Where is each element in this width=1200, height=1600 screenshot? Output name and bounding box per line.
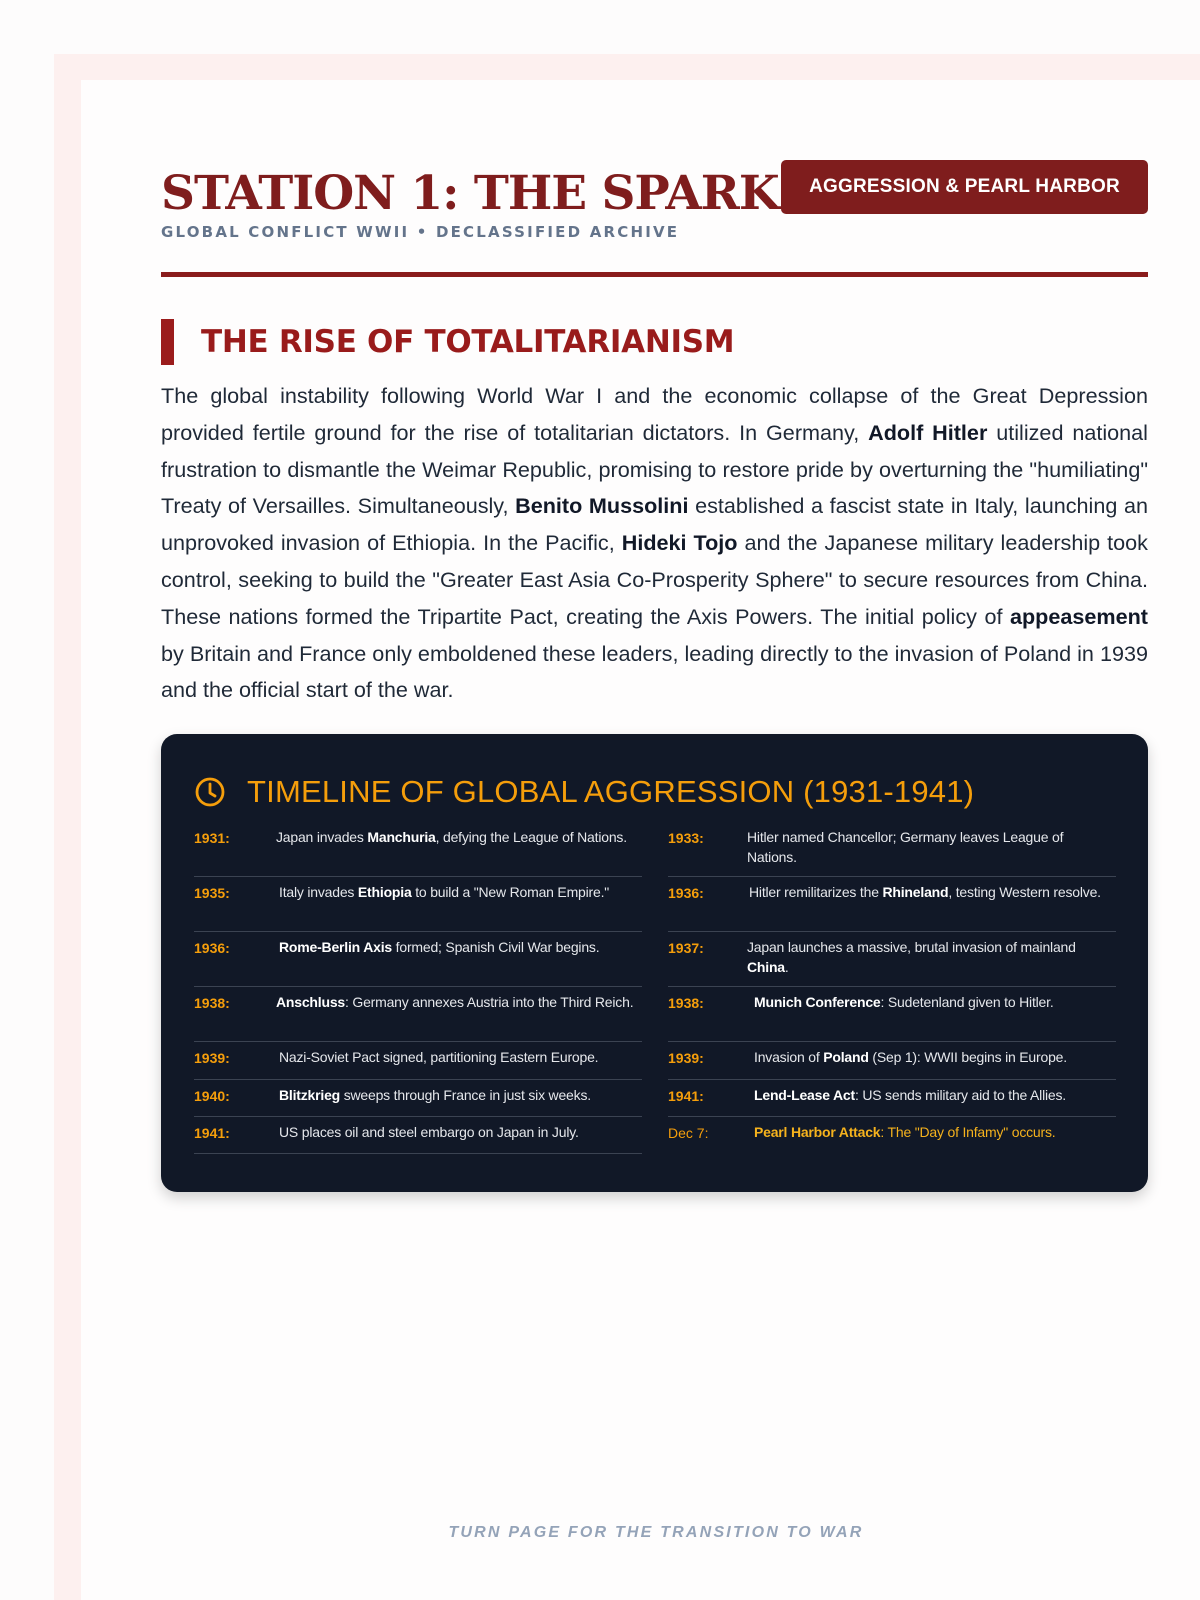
timeline-title: TIMELINE OF GLOBAL AGGRESSION (1931-1941) <box>247 774 975 809</box>
event-key-term: Rome-Berlin Axis <box>279 939 392 955</box>
paragraph-text: The global instability following World War I and the economic collapse of the Great Depression provided fertile ground for the rise of totalitarian dictators. In Germany, <box>161 383 1148 445</box>
timeline-year: 1939: <box>668 1050 704 1066</box>
event-text: sweeps through France in just six weeks. <box>340 1087 591 1103</box>
section-paragraph <box>161 378 1148 709</box>
event-text: US places oil and steel embargo on Japan in July. <box>279 1124 579 1140</box>
timeline-column-right <box>668 830 1116 1154</box>
timeline-event <box>749 883 1116 903</box>
timeline-entry <box>194 1117 642 1154</box>
key-term: appeasement <box>1009 603 1148 629</box>
event-text: Hitler remilitarizes the <box>749 884 883 900</box>
timeline-card <box>161 734 1148 1192</box>
key-term: Hideki Tojo <box>621 530 738 556</box>
event-text: Italy invades <box>279 884 358 900</box>
page-title: STATION 1: THE SPARK <box>161 166 779 221</box>
timeline-year: 1937: <box>668 940 704 956</box>
timeline-event <box>279 938 642 958</box>
timeline-header <box>194 774 974 810</box>
timeline-entry <box>194 987 642 1042</box>
timeline-event <box>747 828 1116 867</box>
event-text: : US sends military aid to the Allies. <box>854 1087 1066 1103</box>
timeline-entry <box>194 1080 642 1117</box>
timeline-event <box>754 993 1116 1013</box>
event-key-term: Anschluss <box>276 994 345 1010</box>
topic-badge: AGGRESSION & PEARL HARBOR <box>781 160 1148 214</box>
event-key-term: Lend-Lease Act <box>754 1087 855 1103</box>
timeline-year: 1939: <box>194 1050 230 1066</box>
page-footer: TURN PAGE FOR THE TRANSITION TO WAR <box>448 1524 864 1541</box>
key-term: Benito Mussolini <box>515 493 689 519</box>
key-term: Adolf Hitler <box>868 419 988 445</box>
timeline-entry <box>668 830 1116 877</box>
timeline-column-left <box>194 830 642 1154</box>
event-key-term: Pearl Harbor Attack <box>754 1124 881 1140</box>
timeline-year: Dec 7: <box>668 1125 709 1141</box>
timeline-event <box>276 828 642 848</box>
timeline-entry <box>194 1042 642 1080</box>
event-text: : Sudetenland given to Hitler. <box>880 994 1054 1010</box>
timeline-entry <box>668 1080 1116 1117</box>
event-text: : Germany annexes Austria into the Third Reich. <box>345 994 634 1010</box>
event-key-term: Rhineland <box>882 884 949 900</box>
event-text: , testing Western resolve. <box>948 884 1101 900</box>
event-text: Nazi-Soviet Pact signed, partitioning Eastern Europe. <box>279 1049 599 1065</box>
section-heading <box>161 319 734 365</box>
event-key-term: Manchuria <box>367 829 436 845</box>
paragraph-text: by Britain and France only emboldened these leaders, leading directly to the invasion of Poland in 1939 and the official start of the war. <box>161 640 1148 703</box>
timeline-entry <box>668 1117 1116 1154</box>
event-key-term: Blitzkrieg <box>279 1087 341 1103</box>
timeline-entry <box>668 1042 1116 1080</box>
timeline-event <box>276 993 642 1013</box>
timeline-event <box>754 1086 1116 1106</box>
timeline-year: 1933: <box>668 830 704 846</box>
timeline-event <box>754 1123 1116 1143</box>
event-text: , defying the League of Nations. <box>435 829 627 845</box>
timeline-entry <box>194 932 642 987</box>
paragraph-text: and the Japanese military leadership took control, seeking to build the "Greater East Asia Co-Prosperity Sphere" to secure resources from China. These nations formed the Tripartite Pact, creating the Axis Powers. The initial policy of <box>161 530 1148 629</box>
event-text: Hitler named Chancellor; Germany leaves League of Nations. <box>747 829 1064 865</box>
event-key-term: Munich Conference <box>754 994 881 1010</box>
event-text: Invasion of <box>754 1049 824 1065</box>
timeline-entry <box>194 877 642 932</box>
timeline-year: 1935: <box>194 885 230 901</box>
timeline-year: 1941: <box>194 1125 230 1141</box>
event-text: . <box>784 958 789 975</box>
timeline-event <box>747 938 1116 977</box>
event-text: (Sep 1): WWII begins in Europe. <box>868 1049 1067 1065</box>
timeline-year: 1936: <box>668 885 704 901</box>
event-key-term: Ethiopia <box>357 884 412 900</box>
timeline-year: 1936: <box>194 940 230 956</box>
timeline-entry <box>668 932 1116 987</box>
header-divider <box>161 272 1148 277</box>
timeline-event <box>279 1123 642 1143</box>
paragraph-text: utilized national frustration to dismantle the Weimar Republic, promising to restore pride by overturning the "humiliating" Treaty of Versailles. Simultaneously, <box>161 419 1148 519</box>
timeline-year: 1931: <box>194 830 230 846</box>
timeline-entry <box>668 877 1116 932</box>
section-title: THE RISE OF TOTALITARIANISM <box>201 324 735 360</box>
event-text: Japan invades <box>276 829 368 845</box>
event-key-term: China <box>747 958 785 975</box>
timeline-year: 1940: <box>194 1088 230 1104</box>
timeline-event <box>754 1048 1116 1068</box>
timeline-year: 1938: <box>668 995 704 1011</box>
timeline-event <box>279 1048 642 1068</box>
event-text: : The "Day of Infamy" occurs. <box>880 1124 1056 1140</box>
event-text: to build a "New Roman Empire." <box>411 884 610 900</box>
clock-icon <box>194 776 226 808</box>
timeline-event <box>279 1086 642 1106</box>
event-key-term: Poland <box>823 1049 869 1065</box>
timeline-year: 1941: <box>668 1088 704 1104</box>
timeline-event <box>279 883 642 903</box>
page-subtitle: GLOBAL CONFLICT WWII • DECLASSIFIED ARCHIVE <box>161 223 680 241</box>
section-accent-bar <box>161 319 174 365</box>
timeline-year: 1938: <box>194 995 230 1011</box>
event-text: Japan launches a massive, brutal invasion of mainland <box>747 939 1076 955</box>
timeline-entry <box>194 830 642 877</box>
timeline-entry <box>668 987 1116 1042</box>
paragraph-text: established a fascist state in Italy, launching an unprovoked invasion of Ethiopia. In the Pacific, <box>161 493 1148 556</box>
event-text: formed; Spanish Civil War begins. <box>391 939 600 955</box>
